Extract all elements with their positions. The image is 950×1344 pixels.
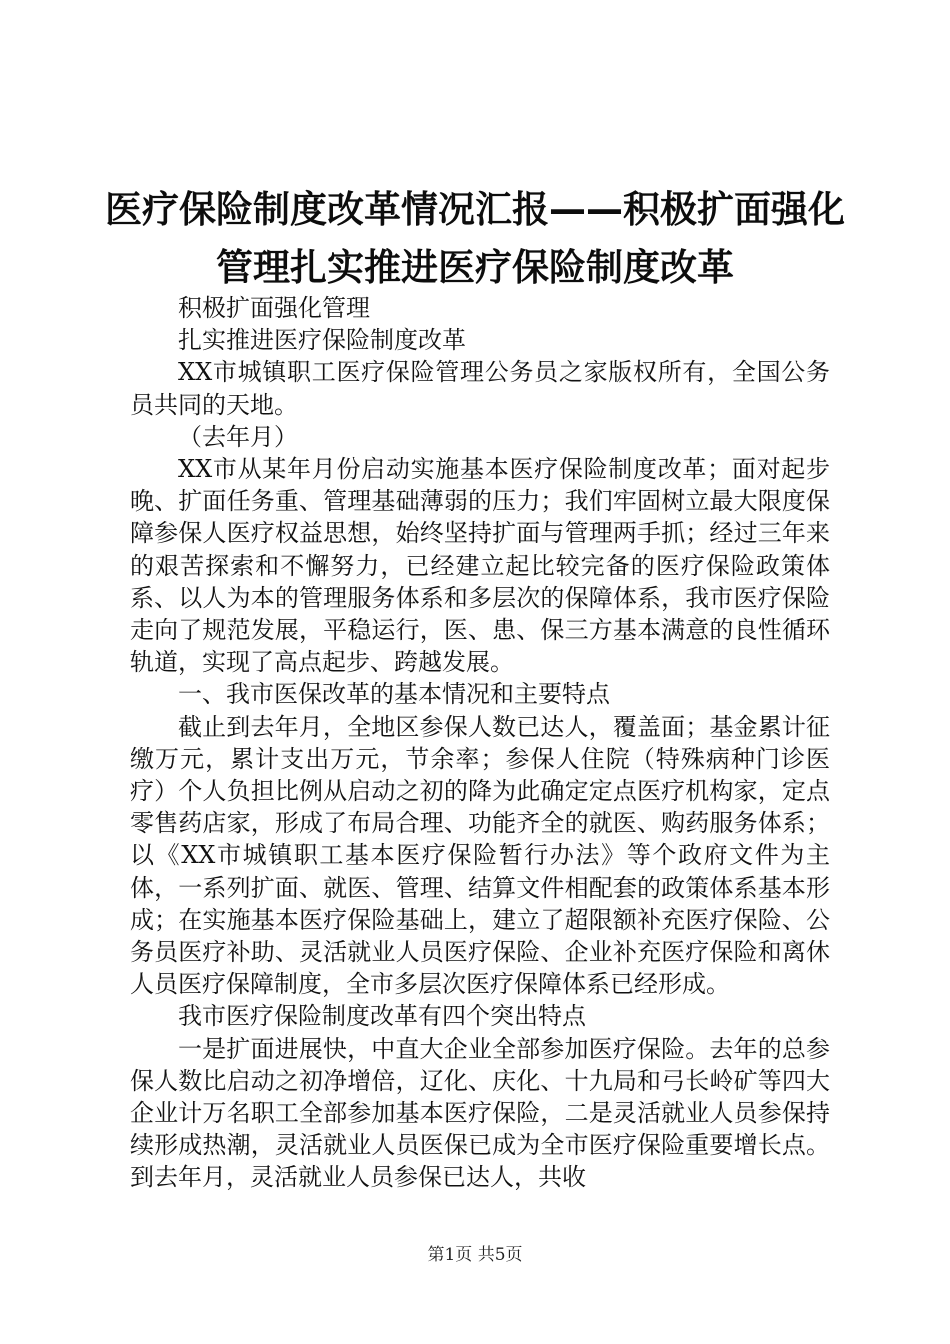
paragraph-basic-situation: 截止到去年月，全地区参保人数已达人，覆盖面；基金累计征缴万元，累计支出万元，节余率；参保人住院（特殊病种门诊医疗）个人负担比例从启动之初的降为此确定定点医疗机构家，定点零售药店家，形成了布局合理、功能齐全的就医、购药服务体系；以《XX市城镇职工基本医疗保险暂行办法》等个政府文件为主体，一系列扩面、就医、管理、结算文件相配套的政策体系基本形成；在实施基本医疗保险基础上，建立了超限额补充医疗保险、公务员医疗补助、灵活就业人员医疗保险、企业补充医疗保险和离休人员医疗保障制度，全市多层次医疗保障体系已经形成。 [130,712,830,999]
paragraph-date: （去年月） [178,422,298,451]
paragraph-author: XX市城镇职工医疗保险管理公务员之家版权所有，全国公务员共同的天地。 [130,358,830,419]
paragraph-features-heading: 我市医疗保险制度改革有四个突出特点 [178,1002,586,1031]
section-heading-1: 一、我市医保改革的基本情况和主要特点 [178,680,610,709]
paragraph-subtitle-1: 积极扩面强化管理 [178,294,370,322]
document-title-line-1: 医疗保险制度改革情况汇报——积极扩面强化 [105,188,845,231]
document-title-line-2: 管理扎实推进医疗保险制度改革 [216,246,734,289]
paragraph-feature-one: 一是扩面进展快，中直大企业全部参加医疗保险。去年的总参保人数比启动之初净增倍，辽化、庆化、十九局和弓长岭矿等四大企业计万名职工全部参加基本医疗保险，二是灵活就业人员参保持续形成热潮，灵活就业人员医保已成为全市医疗保险重要增长点。到去年月，灵活就业人员参保已达人，共收 [130,1034,830,1192]
paragraph-subtitle-2: 扎实推进医疗保险制度改革 [178,326,466,355]
page-footer: 第1页 共5页 [427,1245,523,1265]
paragraph-intro: XX市从某年月份启动实施基本医疗保险制度改革；面对起步晚、扩面任务重、管理基础薄弱的压力；我们牢固树立最大限度保障参保人医疗权益思想，始终坚持扩面与管理两手抓；经过三年来的艰苦探索和不懈努力，已经建立起比较完备的医疗保险政策体系、以人为本的管理服务体系和多层次的保障体系，我市医疗保险走向了规范发展，平稳运行，医、患、保三方基本满意的良性循环轨道，实现了高点起步、跨越发展。 [130,455,830,677]
document-body [130,292,830,1194]
